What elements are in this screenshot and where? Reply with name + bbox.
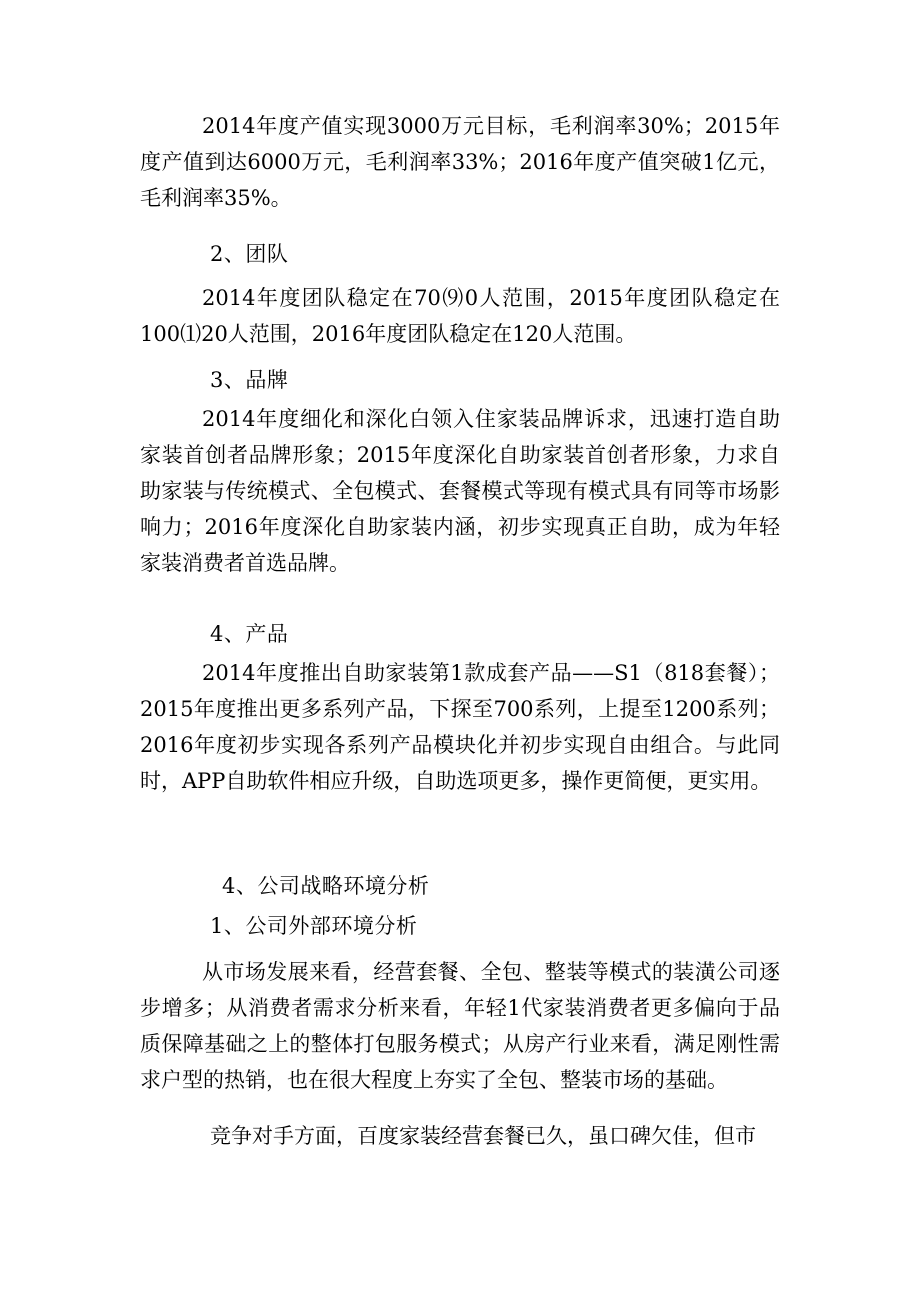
paragraph-text: 2014年度推出自助家装第1款成套产品——S1（818套餐）；2015年度推出更多系列产品，下探至700系列，上提至1200系列；2016年度初步实现各系列产品模块化并初步实现自由组合。与此同时，APP自助软件相应升级，自助选项更多，操作更简便，更实用。 (140, 661, 780, 793)
paragraph-market (140, 954, 780, 1098)
heading-team: 2、团队 (210, 242, 289, 266)
paragraph-brand (140, 401, 780, 581)
heading-brand: 3、品牌 (210, 368, 289, 392)
paragraph-text: 从市场发展来看，经营套餐、全包、整装等模式的装潢公司逐步增多；从消费者需求分析来看，年轻1代家装消费者更多偏向于品质保障基础之上的整体打包服务模式；从房产行业来看，满足刚性需求户型的热销，也在很大程度上夯实了全包、整装市场的基础。 (140, 960, 780, 1092)
heading-external-environment: 1、公司外部环境分析 (210, 914, 418, 938)
paragraph-text: 2014年度产值实现3000万元目标，毛利润率30%；2015年度产值到达6000万元，毛利润率33%；2016年度产值突破1亿元，毛利润率35%。 (140, 114, 780, 210)
paragraph-text: 2014年度团队稳定在70⑼0人范围，2015年度团队稳定在100⑴20人范围，2016年度团队稳定在120人范围。 (140, 286, 780, 346)
paragraph-text: 2014年度细化和深化白领入住家装品牌诉求，迅速打造自助家装首创者品牌形象；2015年度深化自助家装首创者形象，力求自助家装与传统模式、全包模式、套餐模式等现有模式具有同等市场影响力；2016年度深化自助家装内涵，初步实现真正自助，成为年轻家装消费者首选品牌。 (140, 407, 780, 575)
heading-strategy-environment: 4、公司战略环境分析 (222, 874, 430, 898)
paragraph-text: 竞争对手方面，百度家装经营套餐已久，虽口碑欠佳，但市 (210, 1124, 756, 1148)
paragraph-product (140, 655, 780, 799)
paragraph-targets (140, 108, 780, 216)
paragraph-competitor (140, 1118, 780, 1154)
paragraph-team (140, 280, 780, 352)
heading-product: 4、产品 (210, 622, 289, 646)
